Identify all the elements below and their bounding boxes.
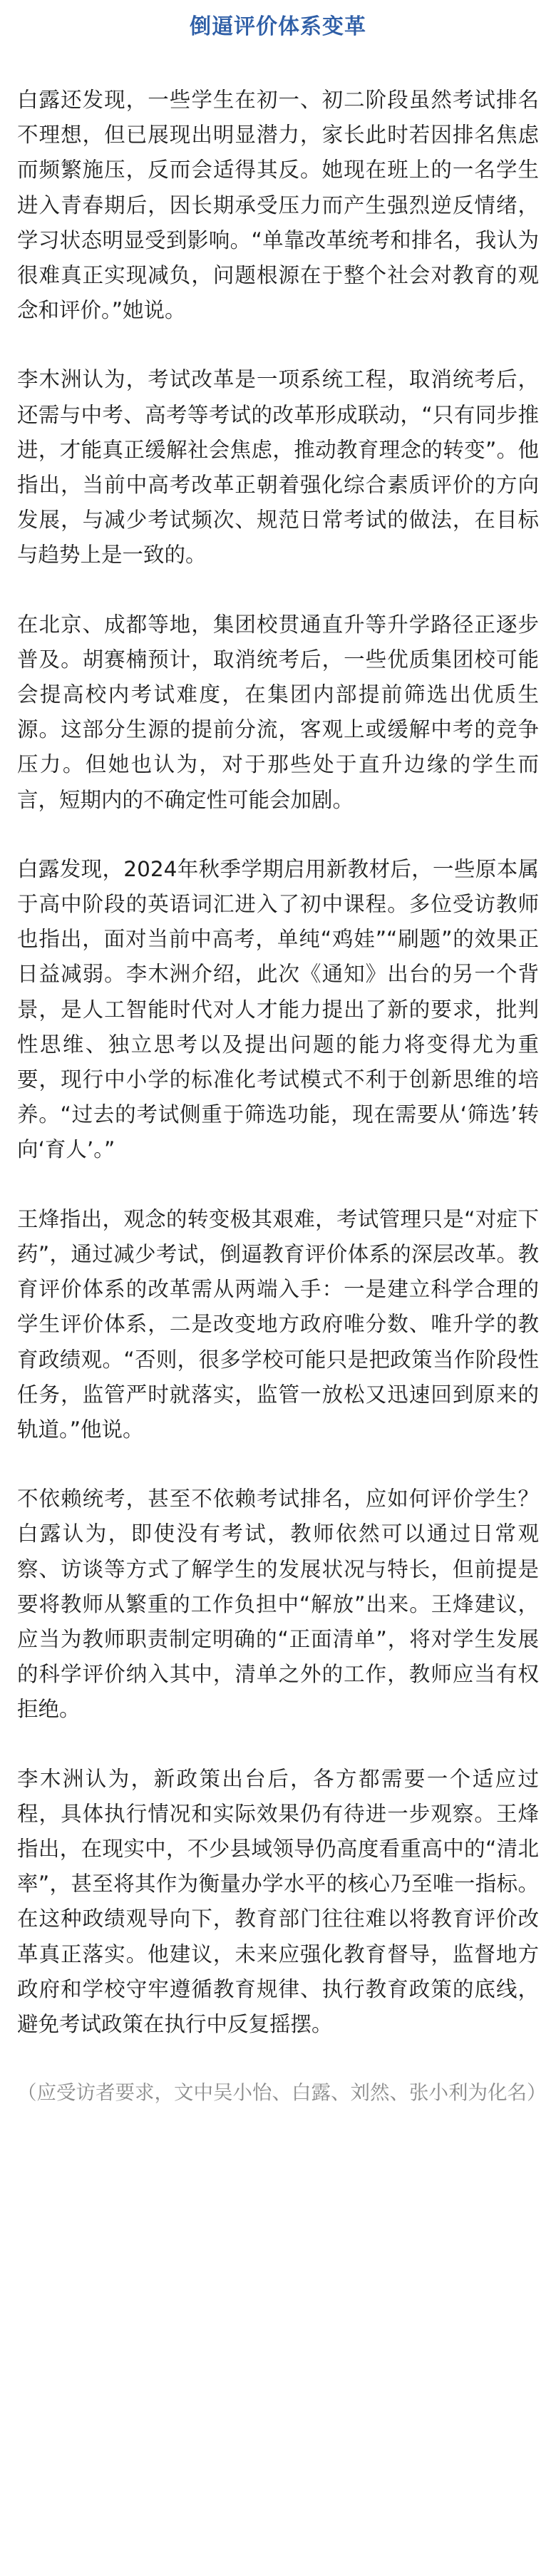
- paragraph-1: 白露还发现，一些学生在初一、初二阶段虽然考试排名不理想，但已展现出明显潜力，家长此时若因排名焦虑而频繁施压，反而会适得其反。她现在班上的一名学生进入青春期后，因长期承受压力而产生强烈逆反情绪，学习状态明显受到影响。“单靠改革统考和排名，我认为很难真正实现减负，问题根源在于整个社会对教育的观念和评价。”她说。: [17, 88, 539, 323]
- paragraph-4: 白露发现，2024年秋季学期启用新教材后，一些原本属于高中阶段的英语词汇进入了初中课程。多位受访教师也指出，面对当前中高考，单纯“鸡娃”“刷题”的效果正日益减弱。李木洲介绍，此次《通知》出台的另一个背景，是人工智能时代对人才能力提出了新的要求，批判性思维、独立思考以及提出问题的能力将变得尤为重要，现行中小学的标准化考试模式不利于创新思维的培养。“过去的考试侧重于筛选功能，现在需要从‘筛选’转向‘育人’。”: [17, 856, 539, 1162]
- paragraph-6: 不依赖统考，甚至不依赖考试排名，应如何评价学生？白露认为，即使没有考试，教师依然可以通过日常观察、访谈等方式了解学生的发展状况与特长，但前提是要将教师从繁重的工作负担中“解放”出来。王烽建议，应当为教师职责制定明确的“正面清单”，将对学生发展的科学评价纳入其中，清单之外的工作，教师应当有权拒绝。: [17, 1487, 539, 1722]
- paragraph-7: 李木洲认为，新政策出台后，各方都需要一个适应过程，具体执行情况和实际效果仍有待进一步观察。王烽指出，在现实中，不少县域领导仍高度看重高中的“清北率”，甚至将其作为衡量办学水平的核心乃至唯一指标。在这种政绩观导向下，教育部门往往难以将教育评价改革真正落实。他建议，未来应强化教育督导，监督地方政府和学校守牢遵循教育规律、执行教育政策的底线，避免考试政策在执行中反复摇摆。: [17, 1766, 539, 2036]
- section-title: 倒逼评价体系变革: [190, 14, 366, 39]
- paragraph-2: 李木洲认为，考试改革是一项系统工程，取消统考后，还需与中考、高考等考试的改革形成联动，“只有同步推进，才能真正缓解社会焦虑，推动教育理念的转变”。他指出，当前中高考改革正朝着强化综合素质评价的方向发展，与减少考试频次、规范日常考试的做法，在目标与趋势上是一致的。: [17, 367, 539, 568]
- editor-note: （应受访者要求，文中吴小怡、白露、刘然、张小利为化名）: [17, 2081, 547, 2105]
- paragraph-5: 王烽指出，观念的转变极其艰难，考试管理只是“对症下药”，通过减少考试，倒逼教育评价体系的深层改革。教育评价体系的改革需从两端入手：一是建立科学合理的学生评价体系，二是改变地方政府唯分数、唯升学的教育政绩观。“否则，很多学校可能只是把政策当作阶段性任务，监管严时就落实，监管一放松又迅速回到原来的轨道。”他说。: [17, 1206, 539, 1442]
- paragraph-3: 在北京、成都等地，集团校贯通直升等升学路径正逐步普及。胡赛楠预计，取消统考后，一些优质集团校可能会提高校内考试难度，在集团内部提前筛选出优质生源。这部分生源的提前分流，客观上或缓解中考的竞争压力。但她也认为，对于那些处于直升边缘的学生而言，短期内的不确定性可能会加剧。: [17, 612, 539, 812]
